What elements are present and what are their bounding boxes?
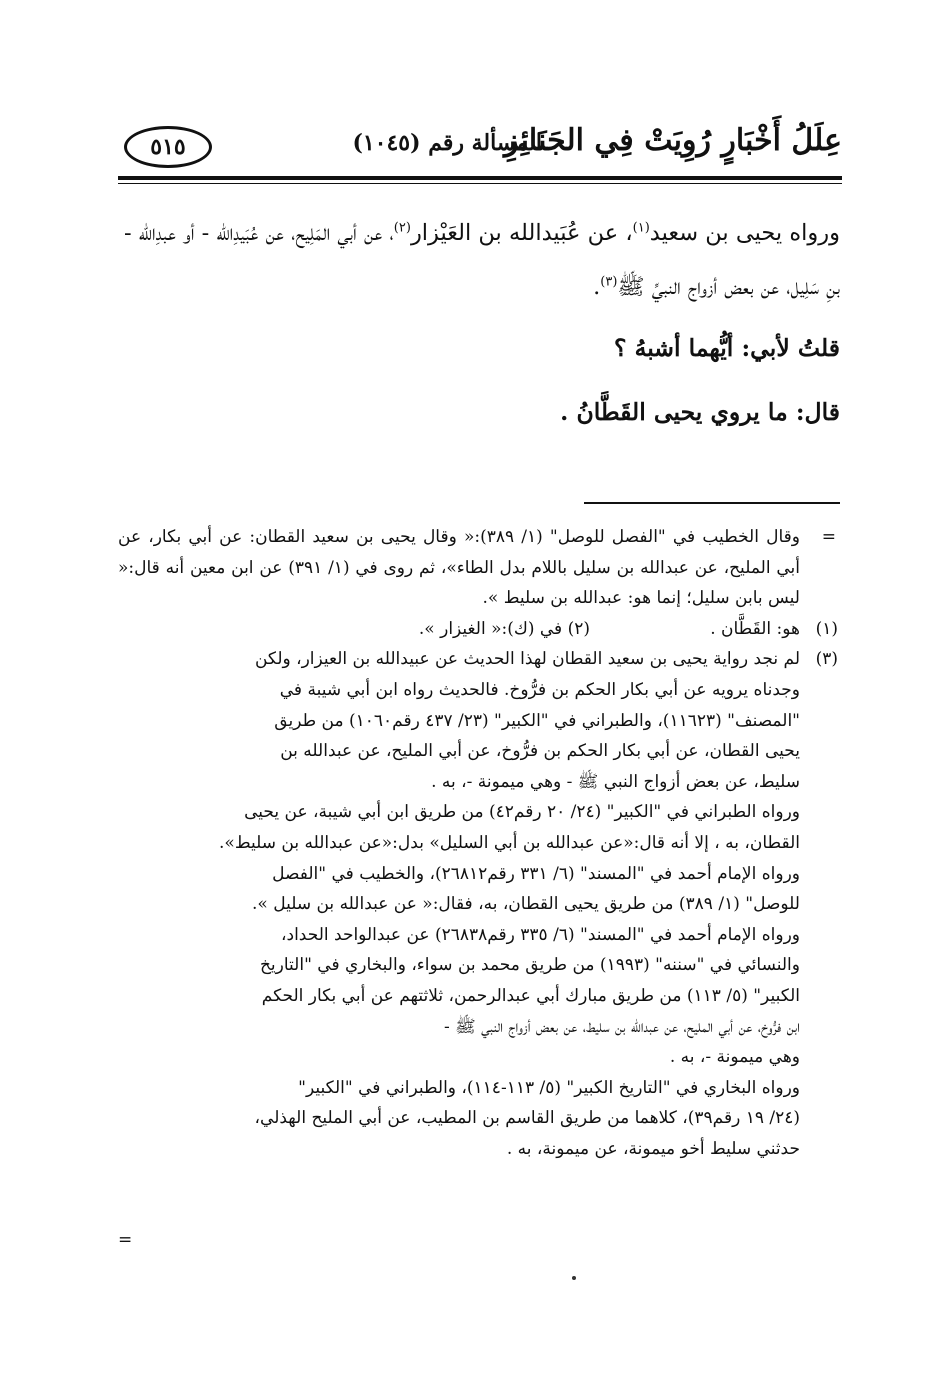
page-number bbox=[124, 126, 212, 168]
p1-end: . bbox=[593, 274, 601, 300]
footnote-3 bbox=[118, 644, 838, 1164]
footnote-3-line: ابن فرُّوخ، عن أبي المليح، عن عبدالله بن سليط، عن بعض أزواج النبي ﷺ - bbox=[444, 1016, 800, 1037]
footnote-3-line: وجدناه يرويه عن أبي بكار الحكم بن فرُّوخ. فالحديث رواه ابن أبي شيبة في bbox=[279, 679, 800, 700]
footnote-3-line: للوصل" (١/ ٣٨٩) من طريق يحيى القطان، به، فقال:« عن عبدالله بن سليل ». bbox=[252, 894, 800, 915]
footnote-3-line: "المصنف" (١١٦٢٣)، والطبراني في "الكبير" (٢٣/ ٤٣٧ رقم١٠٦٠) من طريق bbox=[274, 710, 800, 731]
issue-label: المسألة رقم (١٠٤٥) bbox=[352, 130, 542, 156]
footnote-ref-3: (٣) bbox=[600, 274, 618, 290]
footnote-2-text: (٢) في (ك):« الغيزار ». bbox=[418, 618, 590, 639]
footnote-ref-1: (١) bbox=[632, 220, 650, 236]
footnote-separator bbox=[584, 502, 840, 504]
footnote-3-line: الكبير" (٥/ ١١٣) من طريق مبارك أبي عبدالرحمن، ثلاثتهم عن أبي بكار الحكم bbox=[261, 985, 800, 1006]
header-rule-thick bbox=[118, 176, 842, 180]
answer-line: قال: ما يروي يحيى القَطَّانُ . bbox=[560, 398, 840, 426]
p1-part-b: ، عن عُبَيدالله بن العَيْزار bbox=[410, 220, 633, 246]
footnotes bbox=[118, 522, 838, 1164]
footnote-3-line: ورواه الإمام أحمد في "المسند" (٦/ ٣٣١ رقم٢٦٨١٢)، والخطيب في "الفصل bbox=[272, 863, 800, 884]
footnote-3-line: ورواه البخاري في "التاريخ الكبير" (٥/ ١١٣-١١٤)، والطبراني في "الكبير" bbox=[298, 1077, 800, 1098]
footnote-3-line: القطان، به ، إلا أنه قال:«عن عبدالله بن أبي السليل» بدل:«عن عبدالله بن سليط». bbox=[219, 832, 800, 853]
footnote-3-line: (٢٤/ ١٩ رقم٣٩)، كلاهما من طريق القاسم بن المطيب، عن أبي المليح الهذلي، bbox=[254, 1108, 800, 1129]
continuation-mark: = bbox=[821, 527, 836, 547]
footnote-3-line: ورواه الإمام أحمد في "المسند" (٦/ ٣٣٥ رقم٢٦٨٣٨) عن عبدالواحد الحداد، bbox=[281, 924, 800, 945]
footnote-1-text: هو: القَطَّان . bbox=[710, 618, 800, 639]
page-dot bbox=[572, 1276, 576, 1280]
header-rule-thin bbox=[118, 183, 842, 184]
footnote-3-line: يحيى القطان، عن أبي بكار الحكم بن فرُّوخ، عن أبي المليح، عن عبدالله بن bbox=[280, 741, 800, 762]
footnote-3-line: حدثني سليط أخو ميمونة، عن ميمونة، به . bbox=[506, 1138, 800, 1159]
footnote-3-line: لم نجد رواية يحيى بن سعيد القطان لهذا الحديث عن عبيدالله بن العيزار، ولكن bbox=[254, 649, 800, 670]
continuation-text: وقال الخطيب في "الفصل للوصل" (١/ ٣٨٩):« وقال يحيى بن سعيد القطان: عن أبي بكار، عن أبي المليح، عن عبدالله بن سليل باللام بدل الطاء»، ثم روى في (١/ ٣٩١) عن ابن معين أنه قال:« ليس بابن سليل؛ إنما هو: عبدالله بن سليط ». bbox=[118, 527, 800, 609]
running-title: عِلَلُ أَخْبَارٍ رُوِيَتْ فِي الجَنَائِزِ bbox=[504, 123, 842, 158]
continuation-mark-end: = bbox=[118, 1230, 133, 1250]
p1-part-a: ورواه يحيى بن سعيد bbox=[649, 220, 840, 246]
footnote-3-line: والنسائي في "سننه" (١٩٩٣) من طريق محمد بن سواء، والبخاري في "التاريخ bbox=[259, 955, 800, 976]
footnote-ref-2: (٢) bbox=[393, 220, 411, 236]
page-header bbox=[118, 112, 842, 174]
question-line: قلتُ لأبي: أيُّهما أشبهُ ؟ bbox=[613, 334, 840, 362]
footnote-3-line: وهي ميمونة -، به . bbox=[669, 1047, 800, 1068]
page-number-text: ٥١٥ bbox=[150, 134, 186, 160]
footnote-1-2 bbox=[118, 614, 838, 645]
footnote-3-line: سليط، عن بعض أزواج النبي ﷺ - وهي ميمونة -، به . bbox=[431, 771, 800, 792]
p1-part-c: ، عن أبي المَلِيح، عن عُبَيدِالله - أو عبدِالله - بنِ سَلِيل، عن بعض أزواج النبيِّ ﷺ bbox=[124, 220, 840, 300]
main-text bbox=[124, 206, 840, 444]
footnote-continuation bbox=[118, 522, 838, 614]
main-paragraph bbox=[124, 206, 840, 314]
footnote-3-line: ورواه الطبراني في "الكبير" (٢٤/ ٢٠ رقم٤٢) من طريق ابن أبي شيبة، عن يحيى bbox=[244, 802, 800, 823]
footnote-3-mark: (٣) bbox=[815, 649, 838, 670]
footnote-1-mark: (١) bbox=[815, 618, 838, 639]
